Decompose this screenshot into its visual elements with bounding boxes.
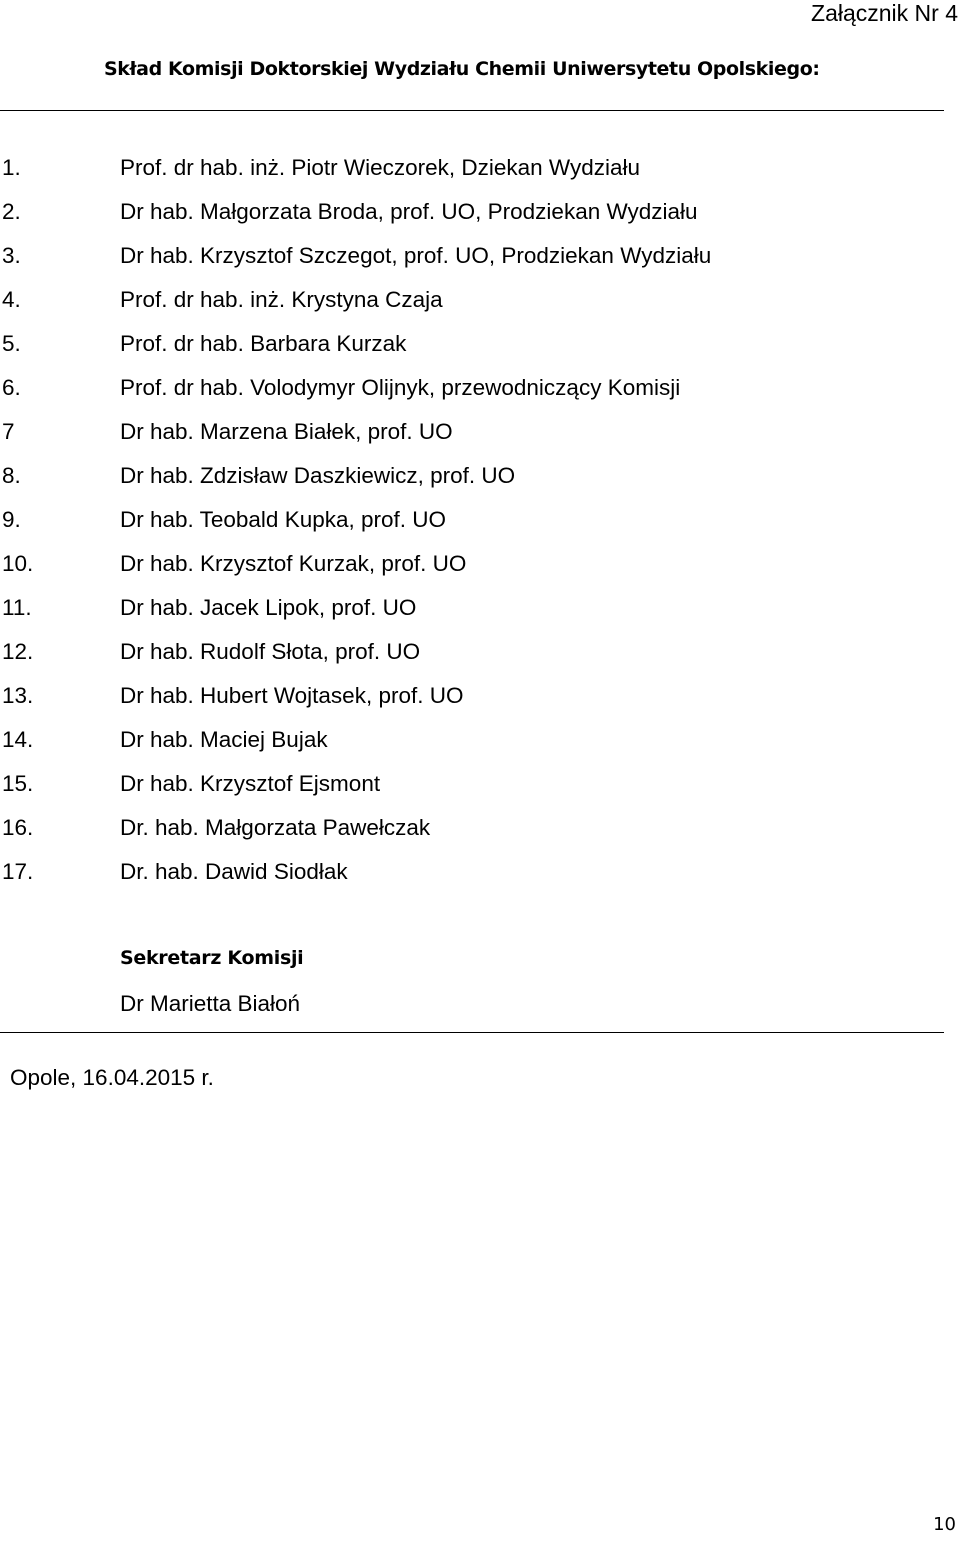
list-item-text: Dr hab. Marzena Białek, prof. UO bbox=[120, 419, 453, 444]
bottom-divider bbox=[0, 1032, 944, 1033]
list-item-number: 10. bbox=[2, 551, 34, 576]
list-item bbox=[0, 460, 940, 504]
list-item bbox=[0, 504, 940, 548]
list-item-text: Prof. dr hab. Barbara Kurzak bbox=[120, 331, 407, 356]
list-item bbox=[0, 636, 940, 680]
committee-member-list bbox=[0, 152, 940, 900]
secretary-heading: Sekretarz Komisji bbox=[120, 947, 304, 969]
list-item bbox=[0, 416, 940, 460]
list-item bbox=[0, 372, 940, 416]
list-item-number: 2. bbox=[2, 199, 21, 224]
list-item-text: Prof. dr hab. Volodymyr Olijnyk, przewodniczący Komisji bbox=[120, 375, 681, 400]
list-item-text: Dr hab. Małgorzata Broda, prof. UO, Prodziekan Wydziału bbox=[120, 199, 698, 224]
list-item-number: 4. bbox=[2, 287, 21, 312]
list-item-number: 9. bbox=[2, 507, 21, 532]
secretary-name: Dr Marietta Białoń bbox=[120, 991, 301, 1016]
list-item-number: 13. bbox=[2, 683, 34, 708]
list-item-text: Dr. hab. Dawid Siodłak bbox=[120, 859, 348, 884]
place-date: Opole, 16.04.2015 r. bbox=[10, 1065, 214, 1090]
list-item-text: Dr hab. Jacek Lipok, prof. UO bbox=[120, 595, 417, 620]
list-item-text: Dr hab. Teobald Kupka, prof. UO bbox=[120, 507, 447, 532]
list-item-text: Dr hab. Maciej Bujak bbox=[120, 727, 328, 752]
list-item-text: Dr hab. Krzysztof Szczegot, prof. UO, Prodziekan Wydziału bbox=[120, 243, 712, 268]
list-item bbox=[0, 284, 940, 328]
list-item-number: 1. bbox=[2, 155, 21, 180]
list-item-number: 3. bbox=[2, 243, 21, 268]
list-item-number: 6. bbox=[2, 375, 21, 400]
list-item bbox=[0, 196, 940, 240]
list-item-text: Dr hab. Rudolf Słota, prof. UO bbox=[120, 639, 421, 664]
list-item-number: 8. bbox=[2, 463, 21, 488]
list-item-text: Dr hab. Zdzisław Daszkiewicz, prof. UO bbox=[120, 463, 516, 488]
list-item-number: 15. bbox=[2, 771, 34, 796]
page-number: 10 bbox=[933, 1514, 956, 1535]
list-item bbox=[0, 812, 940, 856]
list-item-number: 5. bbox=[2, 331, 21, 356]
list-item bbox=[0, 328, 940, 372]
list-item-text: Dr. hab. Małgorzata Pawełczak bbox=[120, 815, 431, 840]
document-title: Skład Komisji Doktorskiej Wydziału Chemii Uniwersytetu Opolskiego: bbox=[104, 58, 820, 80]
list-item-text: Dr hab. Hubert Wojtasek, prof. UO bbox=[120, 683, 464, 708]
list-item-text: Prof. dr hab. inż. Piotr Wieczorek, Dziekan Wydziału bbox=[120, 155, 640, 180]
list-item-text: Prof. dr hab. inż. Krystyna Czaja bbox=[120, 287, 443, 312]
list-item-number: 14. bbox=[2, 727, 34, 752]
list-item bbox=[0, 152, 940, 196]
list-item bbox=[0, 724, 940, 768]
list-item bbox=[0, 856, 940, 900]
list-item bbox=[0, 680, 940, 724]
list-item-number: 11. bbox=[2, 595, 32, 620]
top-divider bbox=[0, 110, 944, 111]
list-item bbox=[0, 592, 940, 636]
list-item-text: Dr hab. Krzysztof Ejsmont bbox=[120, 771, 381, 796]
list-item bbox=[0, 548, 940, 592]
list-item-number: 17. bbox=[2, 859, 34, 884]
list-item-number: 16. bbox=[2, 815, 34, 840]
list-item bbox=[0, 768, 940, 812]
list-item bbox=[0, 240, 940, 284]
attachment-label: Załącznik Nr 4 bbox=[811, 0, 958, 26]
list-item-number: 12. bbox=[2, 639, 34, 664]
list-item-number: 7 bbox=[2, 419, 15, 444]
list-item-text: Dr hab. Krzysztof Kurzak, prof. UO bbox=[120, 551, 467, 576]
